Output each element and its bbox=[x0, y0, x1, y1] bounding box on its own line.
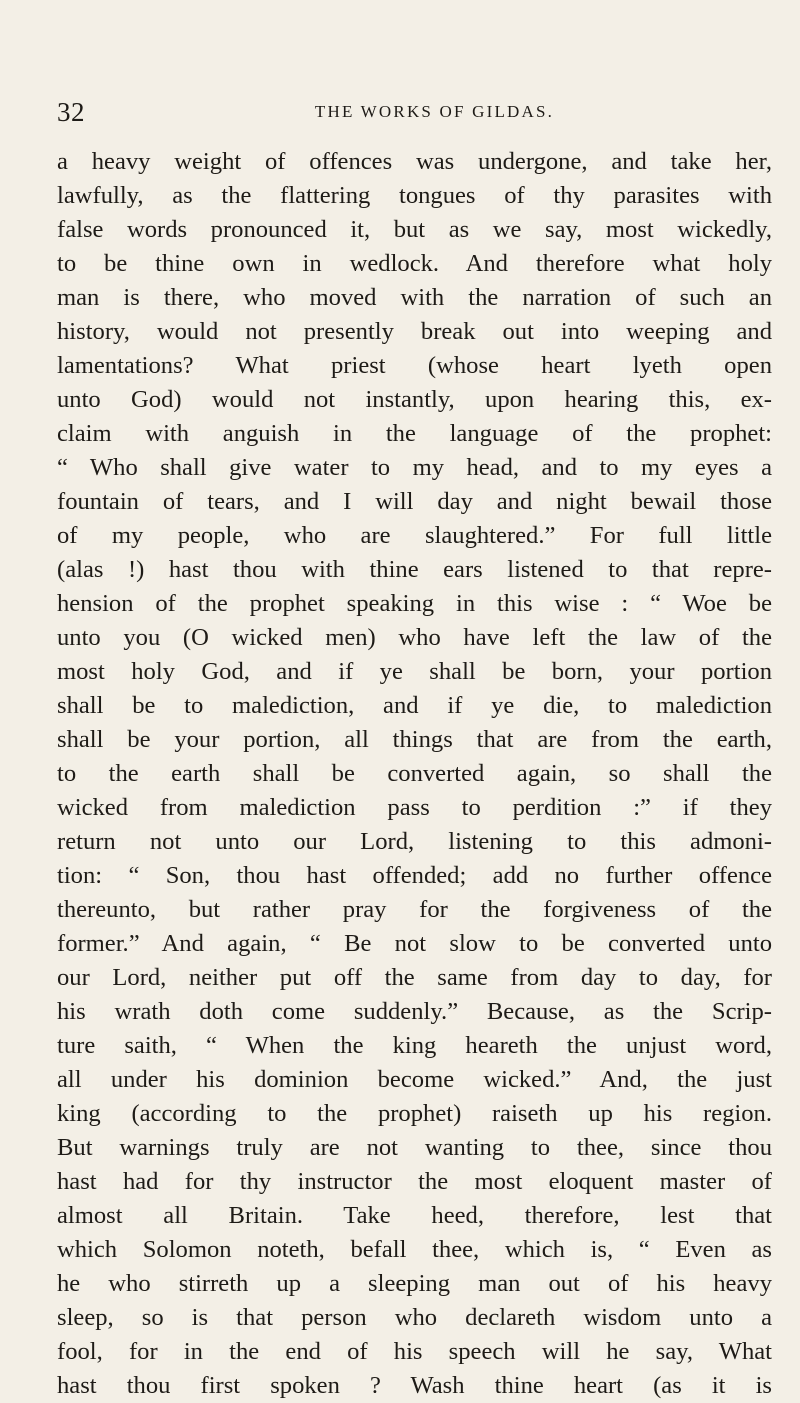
text-line: return not unto our Lord, listening to this admoni- bbox=[57, 828, 772, 855]
text-line: unto God) would not instantly, upon hearing this, ex- bbox=[57, 386, 772, 413]
text-line: “ Who shall give water to my head, and to my eyes a bbox=[57, 454, 772, 481]
text-line: lawfully, as the flattering tongues of thy parasites with bbox=[57, 182, 772, 209]
text-line: shall be to malediction, and if ye die, to malediction bbox=[57, 692, 772, 719]
text-line: fountain of tears, and I will day and night bewail those bbox=[57, 488, 772, 515]
text-line: all under his dominion become wicked.” And, the just bbox=[57, 1066, 772, 1093]
text-line: shall be your portion, all things that are from the earth, bbox=[57, 726, 772, 753]
text-line: (alas !) hast thou with thine ears listened to that repre- bbox=[57, 556, 772, 583]
text-line: our Lord, neither put off the same from day to day, for bbox=[57, 964, 772, 991]
text-line: king (according to the prophet) raiseth up his region. bbox=[57, 1100, 772, 1127]
text-line: his wrath doth come suddenly.” Because, as the Scrip- bbox=[57, 998, 772, 1025]
text-line: But warnings truly are not wanting to thee, since thou bbox=[57, 1134, 772, 1161]
text-line: most holy God, and if ye shall be born, your portion bbox=[57, 658, 772, 685]
text-line: to be thine own in wedlock. And therefore what holy bbox=[57, 250, 772, 277]
text-line: history, would not presently break out into weeping and bbox=[57, 318, 772, 345]
text-line: he who stirreth up a sleeping man out of his heavy bbox=[57, 1270, 772, 1297]
text-line: wicked from malediction pass to perdition :” if they bbox=[57, 794, 772, 821]
text-line: which Solomon noteth, befall thee, which is, “ Even as bbox=[57, 1236, 772, 1263]
text-line: of my people, who are slaughtered.” For full little bbox=[57, 522, 772, 549]
text-line: claim with anguish in the language of the prophet: bbox=[57, 420, 772, 447]
text-line: hast had for thy instructor the most eloquent master of bbox=[57, 1168, 772, 1195]
text-line: sleep, so is that person who declareth wisdom unto a bbox=[57, 1304, 772, 1331]
body-text bbox=[57, 145, 772, 1403]
text-line: lamentations? What priest (whose heart lyeth open bbox=[57, 352, 772, 379]
text-line: tion: “ Son, thou hast offended; add no further offence bbox=[57, 862, 772, 889]
page-number: 32 bbox=[57, 97, 85, 127]
text-line: to the earth shall be converted again, so shall the bbox=[57, 760, 772, 787]
text-line: hast thou first spoken ? Wash thine heart (as it is bbox=[57, 1372, 772, 1399]
text-line: man is there, who moved with the narration of such an bbox=[57, 284, 772, 311]
text-line: fool, for in the end of his speech will he say, What bbox=[57, 1338, 772, 1365]
running-head bbox=[57, 92, 772, 132]
text-line: false words pronounced it, but as we say, most wickedly, bbox=[57, 216, 772, 243]
text-line: a heavy weight of offences was undergone, and take her, bbox=[57, 148, 772, 175]
text-line: unto you (O wicked men) who have left the law of the bbox=[57, 624, 772, 651]
text-line: almost all Britain. Take heed, therefore, lest that bbox=[57, 1202, 772, 1229]
text-line: ture saith, “ When the king heareth the unjust word, bbox=[57, 1032, 772, 1059]
text-line: hension of the prophet speaking in this wise : “ Woe be bbox=[57, 590, 772, 617]
text-line: former.” And again, “ Be not slow to be converted unto bbox=[57, 930, 772, 957]
running-title: THE WORKS OF GILDAS. bbox=[314, 102, 555, 121]
text-line: thereunto, but rather pray for the forgiveness of the bbox=[57, 896, 772, 923]
